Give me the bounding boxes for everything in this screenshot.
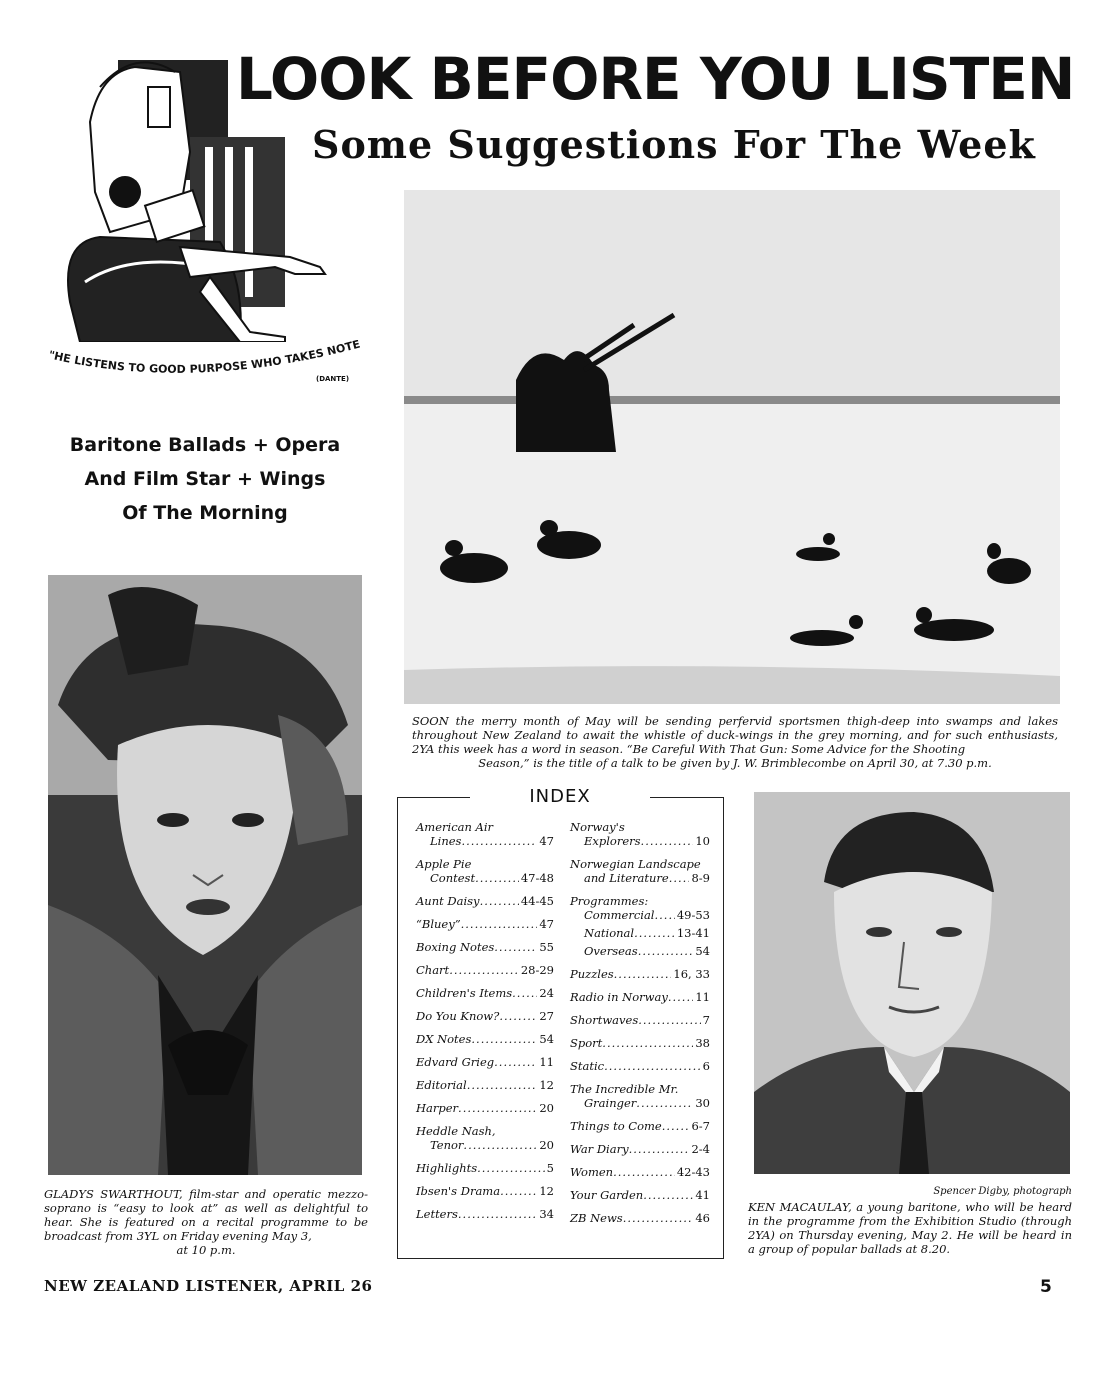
index-entry-page: 49-53 [676,908,710,922]
index-entry-page: 24 [539,986,554,1000]
index-entry-page: 12 [539,1078,554,1092]
dot-leader [614,967,672,981]
dot-leader [636,1096,693,1110]
dot-leader [638,1013,700,1027]
dot-leader [655,908,675,922]
index-entry [416,1078,554,1092]
index-entry-page: 10 [695,834,710,848]
index-entry-label: Ibsen's Drama [416,1184,501,1198]
index-entry-label: Highlights [416,1161,478,1175]
index-entry-label: Radio in Norway [570,990,668,1004]
index-entry [416,1161,554,1175]
dot-leader [512,986,537,1000]
index-entry [570,926,710,940]
dot-leader [458,1101,537,1115]
index-entry [570,1119,710,1133]
index-entry-label: Grainger [584,1096,637,1110]
dot-leader [494,1055,537,1069]
index-entry [416,857,554,885]
teaser-line: Baritone Ballads + Opera [69,434,341,456]
index-entry [570,820,710,848]
index-entry-page: 47 [539,834,554,848]
duck-shooting-photo [404,190,1060,704]
index-entry-label: Chart [416,963,450,977]
dot-leader [662,1119,690,1133]
index-entry-heading: The Incredible Mr. [570,1082,679,1096]
index-column-left [416,820,554,1230]
index-entry-page: 12 [539,1184,554,1198]
motto-text: "HE LISTENS TO GOOD PURPOSE WHO TAKES NOTE [47,340,362,376]
index-entry-label: Lines [430,834,462,848]
index-entry-page: 47 [539,917,554,931]
index-entry-page: 6-7 [691,1119,710,1133]
index-entry-label: Letters [416,1207,458,1221]
index-entry-label: Static [570,1059,605,1073]
index-entry-page: 34 [539,1207,554,1221]
dot-leader [461,834,537,848]
index-entry-page: 54 [539,1032,554,1046]
index-entry-label: Your Garden [570,1188,644,1202]
index-entry [416,1009,554,1023]
index-entry-heading: Heddle Nash, [416,1124,496,1138]
dot-leader [467,1078,538,1092]
index-title: INDEX [470,786,650,807]
duck-photo-caption [412,714,1058,770]
dot-leader [477,1161,545,1175]
index-entry-label: Boxing Notes [416,940,495,954]
index-entry-label: Editorial [416,1078,467,1092]
index-entry-label: Commercial [584,908,655,922]
index-entry-page: 55 [539,940,554,954]
index-entry-label: Edvard Grieg [416,1055,495,1069]
dot-leader [475,871,519,885]
ken-photo-caption: KEN MACAULAY, a young baritone, who will be heard in the programme from the Exhibition Studio (through 2YA) on Thursday evening, May 2. He will be heard in a group of popular ballads at 8.20. [748,1200,1072,1256]
index-entry [416,917,554,931]
index-entry-label: National [584,926,635,940]
dot-leader [480,894,519,908]
index-entry-label: Tenor [430,1138,464,1152]
index-column-right [570,820,710,1234]
index-entry-page: 2-4 [691,1142,710,1156]
dot-leader [458,1207,537,1221]
index-entry [416,1184,554,1198]
index-entry-label: Sport [570,1036,603,1050]
photo-credit: Spencer Digby, photograph [933,1186,1072,1197]
teaser-line: And Film Star + Wings [84,468,326,490]
index-entry [416,963,554,977]
index-entry-label: Aunt Daisy [416,894,480,908]
index-entry-page: 30 [695,1096,710,1110]
index-entry [570,1082,710,1110]
index-entry-label: “Bluey” [416,917,461,931]
index-entry [416,1055,554,1069]
page-title: LOOK BEFORE YOU LISTEN [236,45,1075,113]
dot-leader [638,944,694,958]
index-entry-page: 46 [695,1211,710,1225]
dante-motto [40,340,370,385]
index-entry-label: Things to Come [570,1119,662,1133]
index-entry-label: Explorers [584,834,641,848]
dot-leader [449,963,519,977]
index-entry [570,990,710,1004]
index-entry-page: 8-9 [691,871,710,885]
index-entry-page: 20 [539,1138,554,1152]
index-entry [570,1188,710,1202]
dot-leader [494,940,537,954]
index-entry-page: 44-45 [520,894,554,908]
dot-leader [471,1032,537,1046]
index-entry [416,1207,554,1221]
dot-leader [463,1138,537,1152]
index-entry [416,986,554,1000]
index-entry [570,944,710,958]
index-entry-label: Shortwaves [570,1013,639,1027]
dot-leader [613,1165,675,1179]
index-entry-page: 41 [695,1188,710,1202]
index-entry-label: ZB News [570,1211,623,1225]
index-entry-label: Do You Know? [416,1009,500,1023]
index-entry [416,894,554,908]
index-entry-label: Overseas [584,944,638,958]
index-entry-page: 47-48 [520,871,554,885]
index-entry [416,820,554,848]
dot-leader [461,917,538,931]
index-entry [416,1032,554,1046]
dot-leader [643,1188,693,1202]
index-entry-label: Contest [430,871,476,885]
dot-leader [641,834,694,848]
caption-text: GLADYS SWARTHOUT, film-star and operatic mezzo-soprano is “easy to look at” as well as delightful to hear. She is featured on a recital programme to be broadcast from 3YL on Friday evening May 3, [44,1187,368,1243]
index-entry-page: 38 [695,1036,710,1050]
caption-text-end: at 10 p.m. [176,1243,236,1257]
index-entry-page: 16, 33 [673,967,710,981]
caption-text-end: Season,” is the title of a talk to be given by J. W. Brimblecombe on April 30, at 7.30 p.m. [478,756,992,770]
index-entry-label: War Diary [570,1142,629,1156]
index-entry [570,857,710,885]
teaser-list [40,428,370,530]
index-box [397,797,724,1259]
index-entry-label: and Literature [584,871,669,885]
index-entry-heading: Apple Pie [416,857,472,871]
dot-leader [623,1211,694,1225]
index-entry [570,1211,710,1225]
index-entry-label: Puzzles [570,967,614,981]
index-entry [570,1013,710,1027]
dot-leader [499,1009,537,1023]
index-entry-page: 28-29 [520,963,554,977]
index-entry-page: 20 [539,1101,554,1115]
svg-text:"HE LISTENS TO GOOD PURPOSE WH [40,340,362,376]
index-entry [570,1059,710,1073]
dot-leader [604,1059,701,1073]
page-number: 5 [1040,1277,1052,1297]
index-entry-page: 5 [546,1161,554,1175]
index-entry-page: 27 [539,1009,554,1023]
index-entry [416,1124,554,1152]
index-entry-label: Women [570,1165,614,1179]
ken-macaulay-photo [754,792,1070,1174]
index-entry-page: 13-41 [676,926,710,940]
index-entry-page: 11 [539,1055,554,1069]
index-entry-label: Children's Items [416,986,513,1000]
index-entry-heading: American Air [416,820,494,834]
index-entry-page: 42-43 [676,1165,710,1179]
index-entry [570,1036,710,1050]
dot-leader [668,990,694,1004]
teaser-line: Of The Morning [122,502,288,524]
dot-leader [634,926,675,940]
gladys-swarthout-photo [48,575,362,1175]
index-entry [416,1101,554,1115]
index-entry-heading: Norway's [570,820,625,834]
index-entry [570,894,710,922]
footer-publication: NEW ZEALAND LISTENER, APRIL 26 [44,1277,373,1295]
index-entry [416,940,554,954]
dot-leader [602,1036,693,1050]
gladys-photo-caption [44,1187,368,1257]
page-subtitle: Some Suggestions For The Week [312,122,1036,167]
index-entry-label: Harper [416,1101,459,1115]
index-entry [570,1142,710,1156]
dot-leader [629,1142,690,1156]
index-entry [570,1165,710,1179]
dot-leader [669,871,690,885]
caption-text: SOON the merry month of May will be sending perfervid sportsmen thigh-deep into swamps and lakes throughout New Zealand to await the whistle of duck-wings in the grey morning, and for such enthusiasts, 2YA this week has a word in season. “Be Careful With That Gun: Some Advice for the Shooting [412,714,1058,756]
index-entry-heading: Norwegian Landscape [570,857,701,871]
index-entry-page: 11 [695,990,710,1004]
motto-attribution: (DANTE) [316,375,350,383]
index-entry-page: 7 [702,1013,710,1027]
index-entry-heading: Programmes: [570,894,649,908]
index-entry-page: 6 [702,1059,710,1073]
index-entry-page: 54 [695,944,710,958]
dot-leader [500,1184,537,1198]
index-entry-label: DX Notes [416,1032,472,1046]
index-entry [570,967,710,981]
